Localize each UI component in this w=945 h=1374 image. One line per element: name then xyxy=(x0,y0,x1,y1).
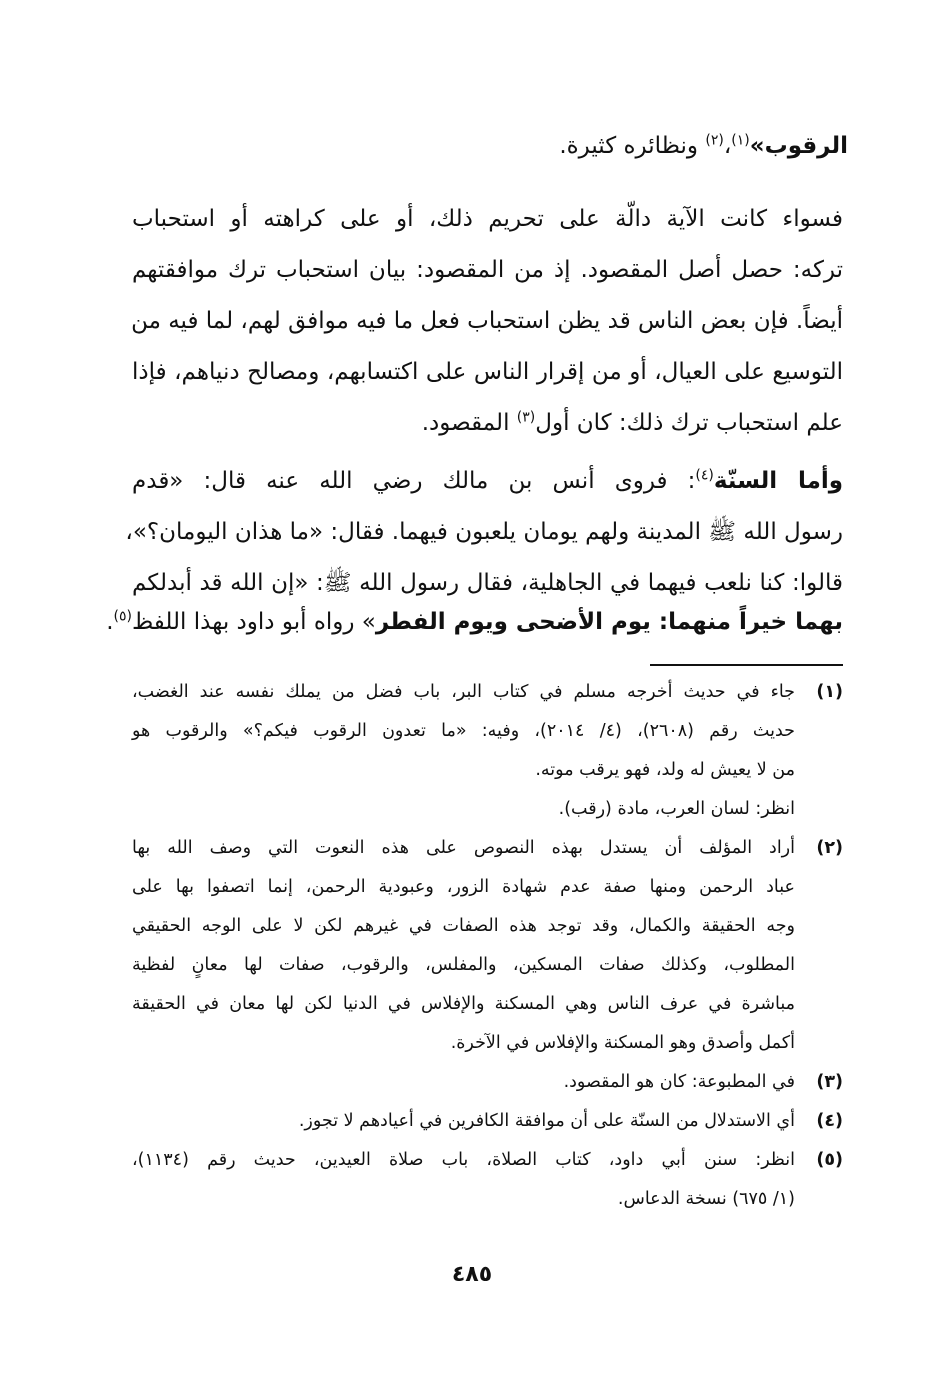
footnote-number-3: (٣) xyxy=(816,1072,843,1092)
footnote-ref-2[interactable]: (٢) xyxy=(705,132,724,149)
opening-line xyxy=(348,128,848,164)
opening-word: الرقوب» xyxy=(749,133,848,159)
footnote-1-line: حديث رقم (٢٦٠٨)، (٤/ ٢٠١٤)، وفيه: «ما تعدون الرقوب فيكم؟» والرقوب هو xyxy=(132,721,795,741)
footnote-number-1: (١) xyxy=(816,682,843,702)
footnote-5-line: انظر: سنن أبي داود، كتاب الصلاة، باب صلاة العيدين، حديث رقم (١١٣٤)، xyxy=(132,1150,795,1170)
footnote-4-line: أي الاستدلال من السنّة على أن موافقة الكافرين في أعيادهم لا تجوز. xyxy=(298,1111,795,1131)
opening-rest: ونظائره كثيرة. xyxy=(559,133,706,159)
para2-line: قالوا: كنا نلعب فيهما في الجاهلية، فقال رسول الله ﷺ: «إن الله قد أبدلكم xyxy=(132,570,843,596)
footnote-1-line: جاء في حديث أخرجه مسلم في كتاب البر، باب فضل من يملك نفسه عند الغضب، xyxy=(132,682,795,702)
para2-last-line xyxy=(106,604,843,640)
footnote-2-line: وجه الحقيقة والكمال، وقد توجد هذه الصفات في غيرهم لكن لا على الوجه الحقيقي xyxy=(132,916,795,936)
para2-first-text: : فروى أنس بن مالك رضي الله عنه قال: «قدم xyxy=(132,468,696,494)
footnote-number-2: (٢) xyxy=(816,838,843,858)
footnote-ref-5[interactable]: (٥) xyxy=(113,608,132,625)
footnote-separator xyxy=(650,664,843,666)
page-number: ٤٨٥ xyxy=(451,1262,493,1287)
footnote-number-4: (٤) xyxy=(816,1111,843,1131)
para2-line: رسول الله ﷺ المدينة ولهم يومان يلعبون فيهما. فقال: «ما هذان اليومان؟»، xyxy=(125,519,843,545)
footnote-2-line: مباشرة في عرف الناس وهي المسكنة والإفلاس في الدنيا لكن لها معان في الحقيقة xyxy=(132,994,795,1014)
para2-first-line xyxy=(132,463,843,499)
ref-separator: ، xyxy=(723,133,732,159)
footnote-ref-3[interactable]: (٣) xyxy=(516,409,536,426)
para1-line: التوسيع على العيال، أو من إقرار الناس على اكتسابهم، ومصالح دنياهم، فإذا xyxy=(132,359,843,385)
footnote-number-5: (٥) xyxy=(816,1150,843,1170)
footnote-1-line: انظر: لسان العرب، مادة (رقب). xyxy=(558,799,795,819)
para1-line: تركه: حصل أصل المقصود. إذ من المقصود: بيان استحباب ترك موافقتهم xyxy=(132,257,843,283)
para1-line: أيضاً. فإن بعض الناس قد يظن استحباب فعل ما فيه موافق لهم، لما فيه من xyxy=(131,308,843,334)
footnote-2-line: أراد المؤلف أن يستدل بهذه النصوص على هذه النعوت التي وصف الله بها xyxy=(132,838,795,858)
footnote-ref-1[interactable]: (١) xyxy=(731,132,750,149)
para1-last-line xyxy=(132,405,843,441)
footnote-2-line: المطلوب، وكذلك صفات المسكين، والمفلس، والرقوب، صفات لها معانٍ لفظية xyxy=(132,955,795,975)
para1-line: فسواء كانت الآية دالّة على تحريم ذلك، أو على كراهته أو استحباب xyxy=(132,206,843,232)
para2-last-end: . xyxy=(106,609,114,635)
footnote-2-line: عباد الرحمن ومنها صفة عدم شهادة الزور، وعبودية الرحمن، إنما اتصفوا بها على xyxy=(132,877,795,897)
footnote-5-line: (١/ ٦٧٥) نسخة الدعاس. xyxy=(617,1189,795,1209)
sunnah-heading: وأما السنّة xyxy=(713,468,843,494)
para2-last-text: » رواه أبو داود بهذا اللفظ xyxy=(131,609,376,635)
para1-last-text: علم استحباب ترك ذلك: كان أول xyxy=(535,410,843,436)
para1-last-end: المقصود. xyxy=(421,410,517,436)
footnote-2-line: أكمل وأصدق وهو المسكنة والإفلاس في الآخرة. xyxy=(450,1033,795,1053)
hadith-bold-text: بهما خيراً منهما: يوم الأضحى ويوم الفطر xyxy=(375,609,843,635)
footnote-3-line: في المطبوعة: كان هو المقصود. xyxy=(563,1072,795,1092)
footnote-ref-4[interactable]: (٤) xyxy=(695,467,714,484)
footnote-1-line: من لا يعيش له ولد، فهو يرقب موته. xyxy=(535,760,795,780)
